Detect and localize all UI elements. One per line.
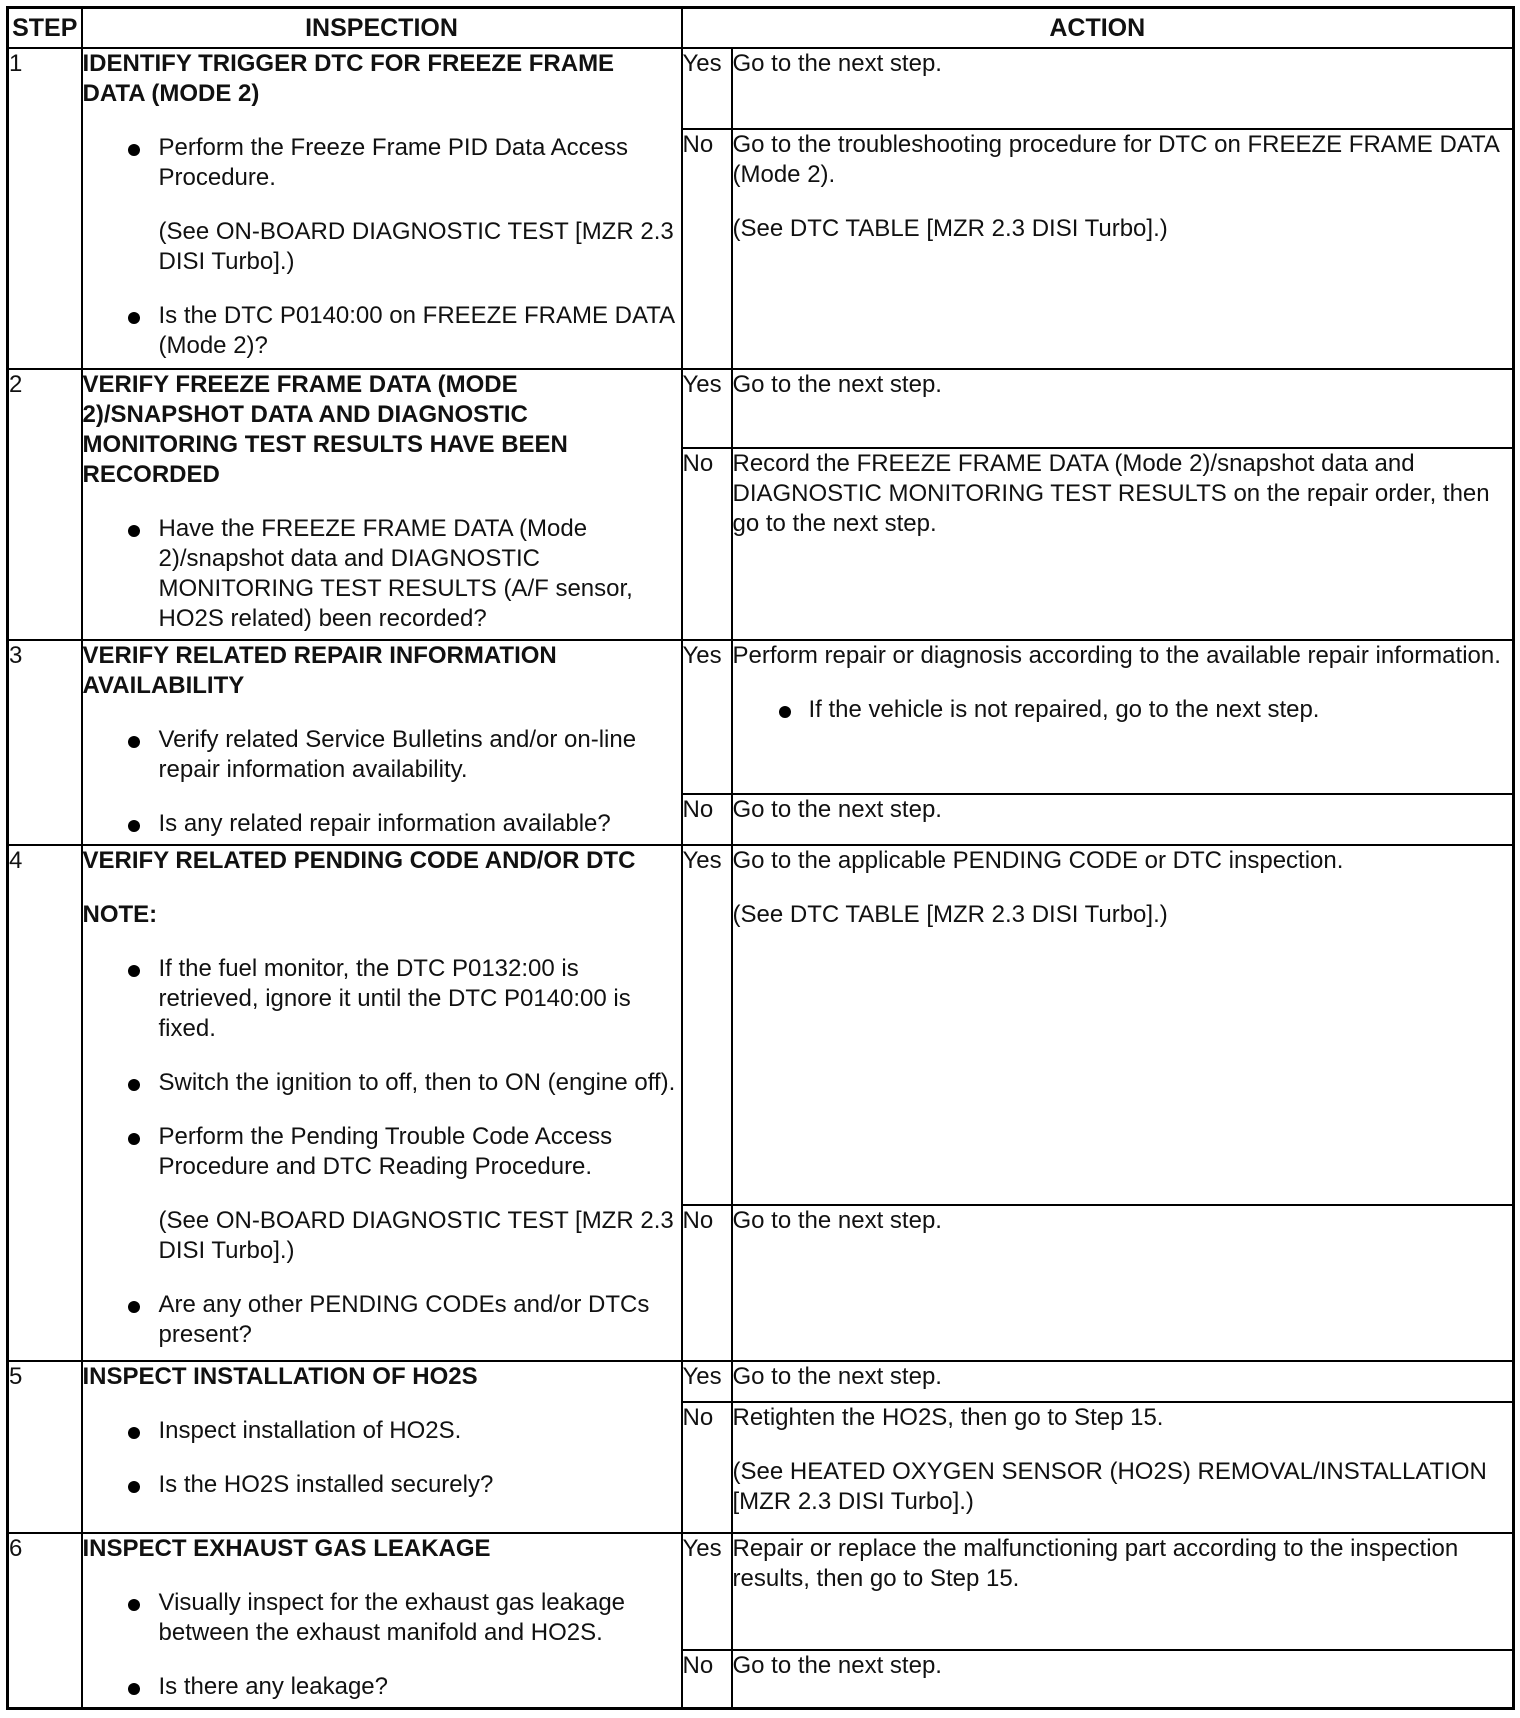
yes-action — [732, 48, 1514, 128]
step-3-yes-row — [8, 640, 1514, 793]
bullet-item: Are any other PENDING CODEs and/or DTCs present? — [83, 1290, 681, 1350]
yes-label: Yes — [682, 369, 732, 448]
step-number: 2 — [8, 369, 82, 641]
step-3-inspection — [82, 640, 682, 844]
no-label: No — [682, 448, 732, 640]
yes-label: Yes — [682, 845, 732, 1206]
no-action — [732, 1402, 1514, 1533]
header-inspection: INSPECTION — [82, 8, 682, 49]
bullet-item: If the fuel monitor, the DTC P0132:00 is retrieved, ignore it until the DTC P0140:00 is fixed. — [83, 954, 681, 1044]
bullet-list — [83, 1588, 681, 1702]
step-4-inspection — [82, 845, 682, 1362]
action-text: Go to the next step. — [732, 1207, 942, 1235]
step-number: 4 — [8, 845, 82, 1362]
yes-label: Yes — [682, 1361, 732, 1402]
step-6-yes-row — [8, 1533, 1514, 1650]
no-label: No — [682, 1650, 732, 1708]
action-text: Retighten the HO2S, then go to Step 15. — [732, 1404, 1164, 1432]
yes-action — [732, 845, 1514, 1206]
reference-link[interactable]: (See HEATED OXYGEN SENSOR (HO2S) REMOVAL/INSTALLATION [MZR 2.3 DISI Turbo].) — [732, 1458, 1487, 1516]
step-6-inspection — [82, 1533, 682, 1709]
bullet-list — [83, 1416, 681, 1500]
bullet-list — [83, 725, 681, 839]
bullet-item: Perform the Pending Trouble Code Access Procedure and DTC Reading Procedure. — [83, 1122, 681, 1182]
yes-action — [732, 640, 1514, 793]
bullet-list — [83, 1290, 681, 1350]
action-text: Go to the next step. — [732, 795, 942, 823]
step-title: INSPECT INSTALLATION OF HO2S — [82, 1363, 478, 1391]
action-text: Go to the next step. — [732, 370, 942, 398]
no-action — [732, 1650, 1514, 1708]
step-title: VERIFY RELATED REPAIR INFORMATION AVAILABILITY — [82, 642, 557, 700]
bullet-list — [83, 514, 681, 634]
action-text: Record the FREEZE FRAME DATA (Mode 2)/snapshot data and DIAGNOSTIC MONITORING TEST RESULTS on the repair order, then go to the next step. — [732, 450, 1490, 538]
bullet-item: Visually inspect for the exhaust gas leakage between the exhaust manifold and HO2S. — [83, 1588, 681, 1648]
bullet-list — [83, 301, 681, 361]
bullet-list — [83, 954, 681, 1182]
step-number: 5 — [8, 1361, 82, 1533]
reference-link[interactable]: (See DTC TABLE [MZR 2.3 DISI Turbo].) — [732, 900, 1168, 928]
bullet-item: Have the FREEZE FRAME DATA (Mode 2)/snapshot data and DIAGNOSTIC MONITORING TEST RESULTS (A/F sensor, HO2S related) been recorded? — [83, 514, 681, 634]
header-step: STEP — [8, 8, 82, 49]
bullet-item: Verify related Service Bulletins and/or on-line repair information availability. — [83, 725, 681, 785]
step-4-yes-row — [8, 845, 1514, 1206]
no-action — [732, 794, 1514, 845]
yes-action — [732, 1361, 1514, 1402]
step-5-yes-row — [8, 1361, 1514, 1402]
step-1-inspection — [82, 48, 682, 369]
yes-label: Yes — [682, 640, 732, 793]
no-label: No — [682, 1205, 732, 1361]
yes-action — [732, 1533, 1514, 1650]
action-text: Go to the next step. — [732, 50, 942, 78]
header-action: ACTION — [682, 8, 1514, 49]
no-label: No — [682, 1402, 732, 1533]
step-title: IDENTIFY TRIGGER DTC FOR FREEZE FRAME DATA (MODE 2) — [82, 50, 615, 108]
action-text: Perform repair or diagnosis according to the available repair information. — [732, 642, 1501, 670]
action-text: Go to the next step. — [732, 1363, 942, 1391]
reference-link[interactable]: (See ON-BOARD DIAGNOSTIC TEST [MZR 2.3 DISI Turbo].) — [158, 1206, 674, 1264]
step-1-yes-row — [8, 48, 1514, 128]
bullet-item: Is any related repair information available? — [83, 809, 681, 839]
action-bullet-list — [733, 695, 1513, 725]
no-action — [732, 448, 1514, 640]
no-label: No — [682, 129, 732, 369]
bullet-item: Is the DTC P0140:00 on FREEZE FRAME DATA (Mode 2)? — [83, 301, 681, 361]
step-5-inspection — [82, 1361, 682, 1533]
action-text: Go to the next step. — [732, 1652, 942, 1680]
step-number: 1 — [8, 48, 82, 369]
no-action — [732, 129, 1514, 369]
step-2-yes-row — [8, 369, 1514, 448]
step-title: VERIFY RELATED PENDING CODE AND/OR DTC — [82, 846, 636, 874]
yes-action — [732, 369, 1514, 448]
step-title: INSPECT EXHAUST GAS LEAKAGE — [82, 1534, 491, 1562]
step-number: 3 — [8, 640, 82, 844]
reference-link[interactable]: (See ON-BOARD DIAGNOSTIC TEST [MZR 2.3 DISI Turbo].) — [158, 218, 674, 276]
bullet-item: Switch the ignition to off, then to ON (engine off). — [83, 1068, 681, 1098]
bullet-item: Perform the Freeze Frame PID Data Access Procedure. — [83, 133, 681, 193]
no-label: No — [682, 794, 732, 845]
header-row — [8, 8, 1514, 49]
bullet-item: Inspect installation of HO2S. — [83, 1416, 681, 1446]
action-text: Repair or replace the malfunctioning part according to the inspection results, then go to Step 15. — [732, 1534, 1459, 1592]
action-text: Go to the troubleshooting procedure for DTC on FREEZE FRAME DATA (Mode 2). — [732, 130, 1499, 188]
reference-link[interactable]: (See DTC TABLE [MZR 2.3 DISI Turbo].) — [732, 214, 1168, 242]
no-action — [732, 1205, 1514, 1361]
step-title: VERIFY FREEZE FRAME DATA (MODE 2)/SNAPSHOT DATA AND DIAGNOSTIC MONITORING TEST RESULTS HAVE BEEN RECORDED — [82, 370, 568, 488]
bullet-list — [83, 133, 681, 193]
inspection-table — [6, 6, 1515, 1710]
step-2-inspection — [82, 369, 682, 641]
step-number: 6 — [8, 1533, 82, 1709]
yes-label: Yes — [682, 1533, 732, 1650]
action-bullet-item: If the vehicle is not repaired, go to the next step. — [733, 695, 1513, 725]
note-label: NOTE: — [82, 900, 158, 928]
bullet-item: Is the HO2S installed securely? — [83, 1470, 681, 1500]
action-text: Go to the applicable PENDING CODE or DTC inspection. — [732, 846, 1344, 874]
bullet-item: Is there any leakage? — [83, 1672, 681, 1702]
yes-label: Yes — [682, 48, 732, 128]
